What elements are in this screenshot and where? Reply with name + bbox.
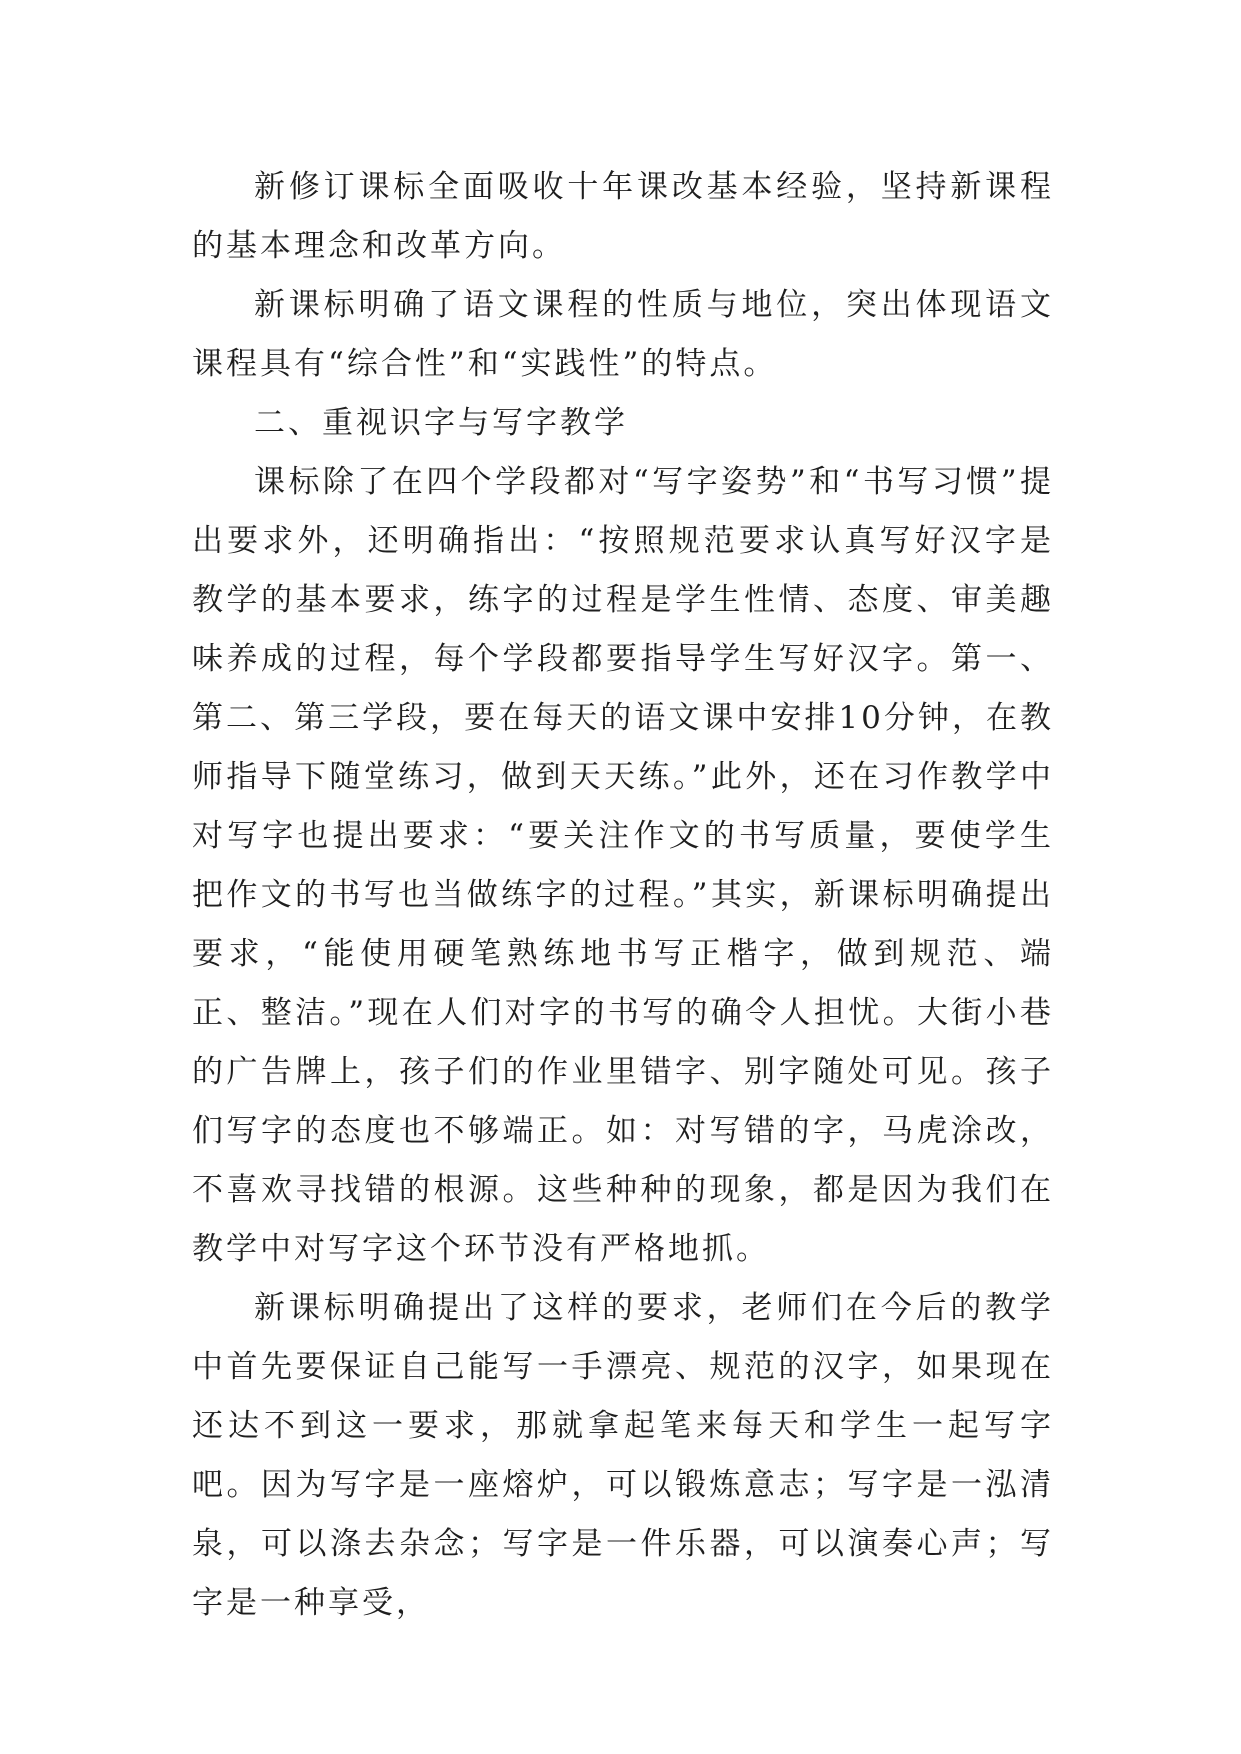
paragraph-1: 新修订课标全面吸收十年课改基本经验，坚持新课程的基本理念和改革方向。 <box>192 169 1054 264</box>
paragraph-3: 课标除了在四个学段都对“写字姿势”和“书写习惯”提出要求外，还明确指出：“按照规范要求认真写好汉字是教学的基本要求，练字的过程是学生性情、态度、审美趣味养成的过程，每个学段都要指导学生写好汉字。第一、第二、第三学段，要在每天的语文课中安排10分钟，在教师指导下随堂练习，做到天天练。”此外，还在习作教学中对写字也提出要求：“要关注作文的书写质量，要使学生把作文的书写也当做练字的过程。”其实，新课标明确提出要求，“能使用硬笔熟练地书写正楷字，做到规范、端正、整洁。”现在人们对字的书写的确令人担忧。大街小巷的广告牌上，孩子们的作业里错字、别字随处可见。孩子们写字的态度也不够端正。如：对写错的字，马虎涂改，不喜欢寻找错的根源。这些种种的现象，都是因为我们在教学中对写字这个环节没有严格地抓。 <box>192 464 1054 1267</box>
document-body <box>192 158 1054 1633</box>
paragraph-2: 新课标明确了语文课程的性质与地位，突出体现语文课程具有“综合性”和“实践性”的特点。 <box>192 287 1054 382</box>
paragraph-4: 新课标明确提出了这样的要求，老师们在今后的教学中首先要保证自己能写一手漂亮、规范的汉字，如果现在还达不到这一要求，那就拿起笔来每天和学生一起写字吧。因为写字是一座熔炉，可以锻炼意志；写字是一泓清泉，可以涤去杂念；写字是一件乐器，可以演奏心声；写字是一种享受， <box>192 1290 1054 1621</box>
section-heading: 二、重视识字与写字教学 <box>254 405 628 441</box>
